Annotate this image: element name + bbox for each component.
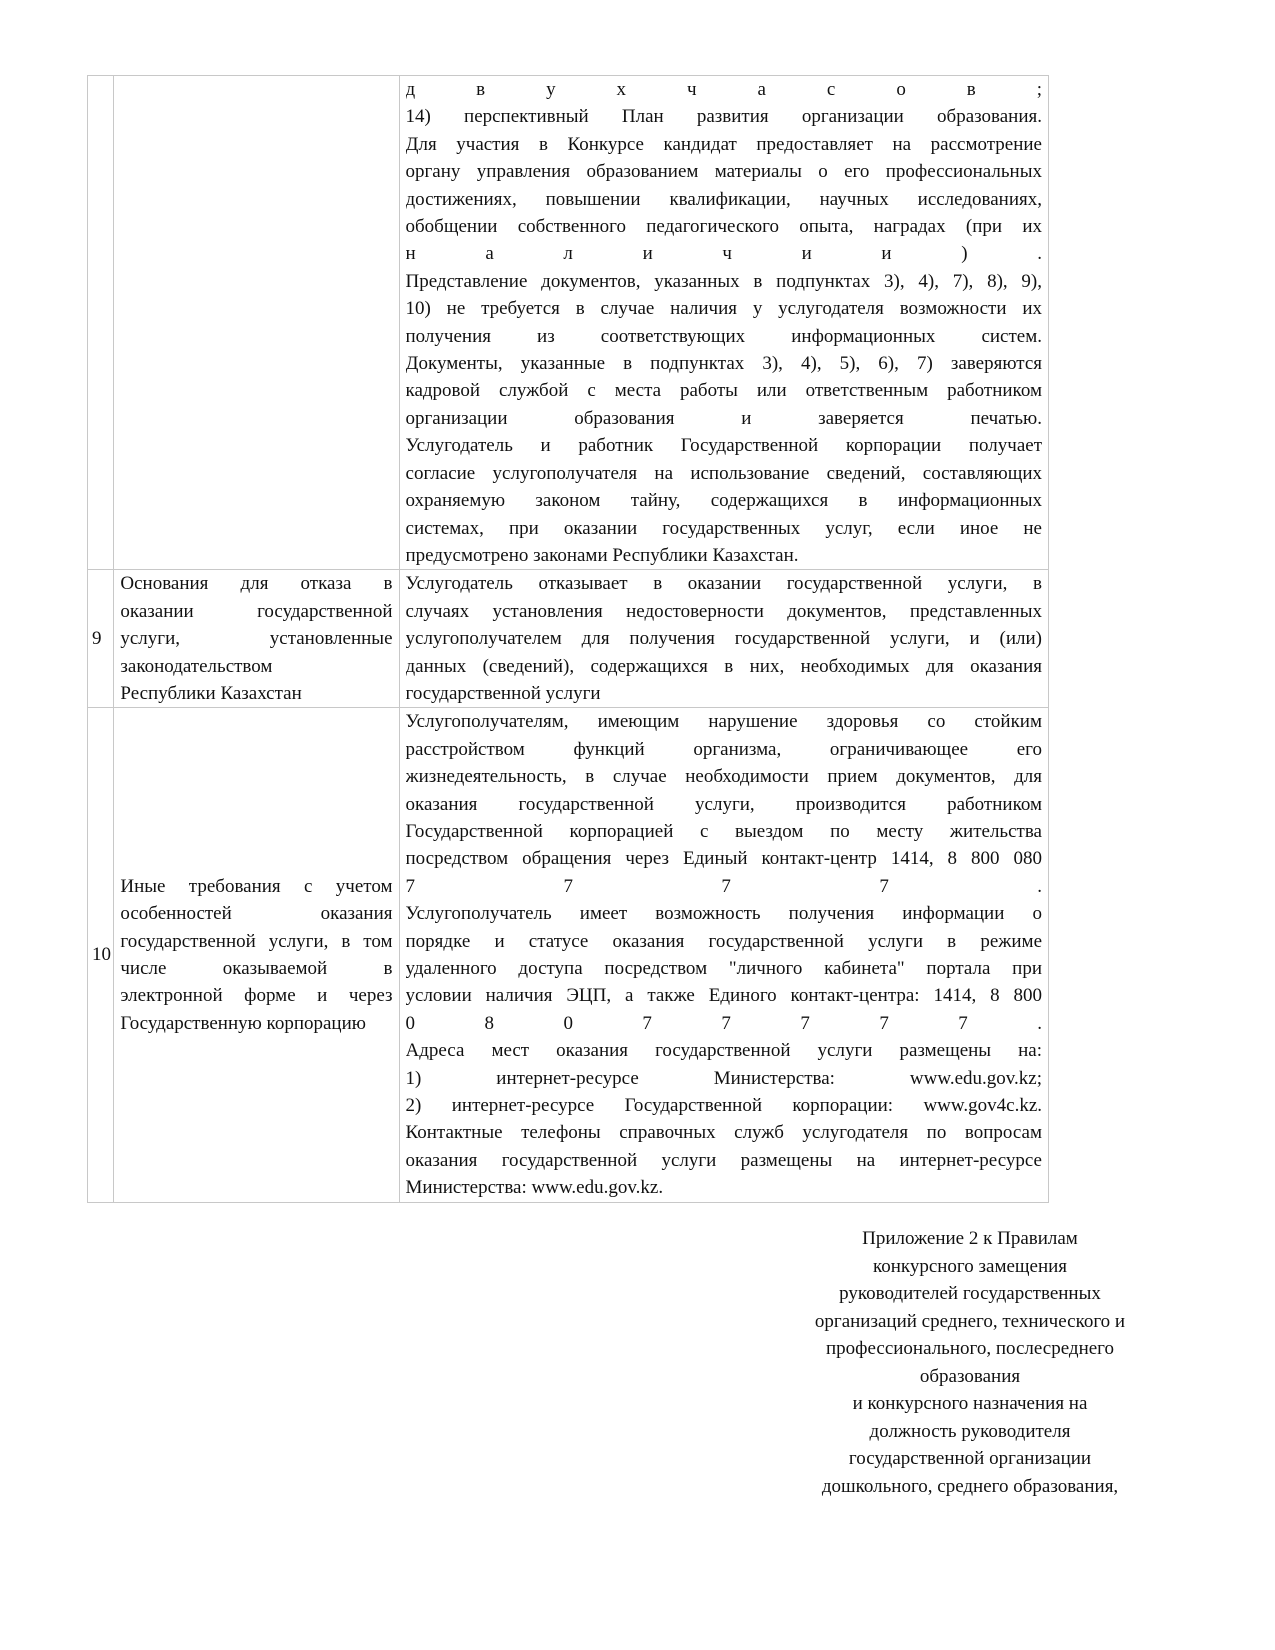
row-name-cell (114, 708, 399, 1202)
text-line: системах, при оказании государственных услуг, если иное не (405, 517, 1042, 539)
text-line: Услугодатель и работник Государственной корпорации получает (405, 435, 1042, 457)
row-name-cell (114, 570, 399, 708)
text-line: удаленного доступа посредством "личного кабинета" портала при (405, 958, 1042, 979)
name-line: государственной услуги, в том (120, 930, 393, 952)
text-line: 1) интернет-ресурсе Министерства: www.edu.gov.kz; (405, 1067, 1042, 1089)
name-line: числе оказываемой в (120, 958, 393, 979)
appendix-line: Приложение 2 к Правилам (862, 1228, 1078, 1249)
text-line: жизнедеятельность, в случае необходимости прием документов, для (405, 766, 1042, 788)
text-line: Министерства: www.edu.gov.kz. (405, 1177, 664, 1199)
row-number: 10 (88, 708, 114, 1202)
text-line: Услугополучатель имеет возможность получения информации о (405, 903, 1042, 925)
row-number: 9 (88, 570, 114, 708)
appendix-line: государственной организации (848, 1448, 1092, 1469)
name-line: законодательством (120, 655, 273, 677)
appendix-line: организаций среднего, технического и (814, 1310, 1126, 1332)
text-line: д в у х ч а с о в ; (405, 79, 1042, 100)
text-line: Контактные телефоны справочных служб услугодателя по вопросам (405, 1122, 1042, 1144)
name-line: электронной форме и через (120, 985, 393, 1007)
name-line: Основания для отказа в (120, 573, 393, 595)
appendix-line: руководителей государственных (839, 1283, 1101, 1304)
name-line: оказании государственной (120, 600, 393, 622)
text-line: охраняемую законом тайну, содержащихся в информационных (405, 490, 1042, 512)
text-line: оказания государственной услуги, производится работником (405, 793, 1042, 815)
appendix-line: дошкольного, среднего образования, (821, 1475, 1119, 1497)
appendix-line: конкурсного замещения (872, 1255, 1068, 1277)
text-line: условии наличия ЭЦП, а также Единого контакт-центра: 1414, 8 800 (405, 985, 1042, 1007)
text-line: согласие услугополучателя на использование сведений, составляющих (405, 462, 1042, 484)
text-line: достижениях, повышении квалификации, научных исследованиях, (405, 188, 1042, 210)
text-line: органу управления образованием материалы о его профессиональных (405, 161, 1042, 183)
name-line: Государственную корпорацию (120, 1012, 366, 1034)
name-line: Иные требования с учетом (120, 875, 393, 897)
appendix-line: образования (919, 1365, 1021, 1387)
text-line: Услугодатель отказывает в оказании государственной услуги, в (405, 573, 1042, 595)
text-line: Представление документов, указанных в подпунктах 3), 4), 7), 8), 9), (405, 270, 1042, 292)
text-line: обобщении собственного педагогического опыта, наградах (при их (405, 216, 1042, 238)
table-row (88, 708, 1049, 1202)
text-line: Государственной корпорацией с выездом по месту жительства (405, 820, 1042, 842)
row-text-cell (399, 570, 1048, 708)
text-line: Документы, указанные в подпунктах 3), 4), 5), 6), 7) заверяются (405, 353, 1042, 375)
text-line: 7 7 7 7 . (405, 875, 1042, 897)
text-line: получения из соответствующих информационных систем. (405, 325, 1042, 347)
name-line: Республики Казахстан (120, 682, 302, 704)
text-line: Для участия в Конкурсе кандидат предоставляет на рассмотрение (405, 133, 1042, 155)
row-number-cell (88, 76, 114, 570)
table-row (88, 570, 1049, 708)
text-line: 14) перспективный План развития организации образования. (405, 106, 1042, 128)
text-line: н а л и ч и и ) . (405, 243, 1042, 265)
row-text-cell (399, 76, 1048, 570)
table-row-continuation (88, 76, 1049, 570)
text-line: организации образования и заверяется печатью. (405, 407, 1042, 429)
text-line: предусмотрено законами Республики Казахстан. (405, 544, 799, 566)
service-standard-table (87, 75, 1049, 1203)
row-text-cell (399, 708, 1048, 1202)
text-line: посредством обращения через Единый контакт-центр 1414, 8 800 080 (405, 848, 1042, 870)
text-line: расстройством функций организма, ограничивающее его (405, 738, 1042, 760)
name-line: особенностей оказания (120, 903, 393, 925)
appendix-heading (760, 1225, 1180, 1500)
text-line: услугополучателем для получения государственной услуги, и (или) (405, 628, 1042, 650)
appendix-line: должность руководителя (869, 1420, 1071, 1442)
text-line: государственной услуги (405, 682, 601, 704)
text-line: оказания государственной услуги размещены на интернет-ресурсе (405, 1149, 1042, 1171)
text-line: данных (сведений), содержащихся в них, необходимых для оказания (405, 655, 1042, 677)
text-line: кадровой службой с места работы или ответственным работником (405, 380, 1042, 402)
text-line: порядке и статусе оказания государственной услуги в режиме (405, 930, 1042, 952)
text-line: Адреса мест оказания государственной услуги размещены на: (405, 1040, 1042, 1062)
text-line: случаях установления недостоверности документов, представленных (405, 600, 1042, 622)
row-name-cell (114, 76, 399, 570)
text-line: Услугополучателям, имеющим нарушение здоровья со стойким (405, 711, 1042, 733)
text-line: 2) интернет-ресурсе Государственной корпорации: www.gov4c.kz. (405, 1095, 1042, 1117)
appendix-line: и конкурсного назначения на (852, 1393, 1088, 1414)
appendix-line: профессионального, послесреднего (826, 1338, 1114, 1359)
text-line: 0 8 0 7 7 7 7 7 . (405, 1012, 1042, 1034)
name-line: услуги, установленные (120, 628, 393, 650)
text-line: 10) не требуется в случае наличия у услугодателя возможности их (405, 298, 1042, 320)
